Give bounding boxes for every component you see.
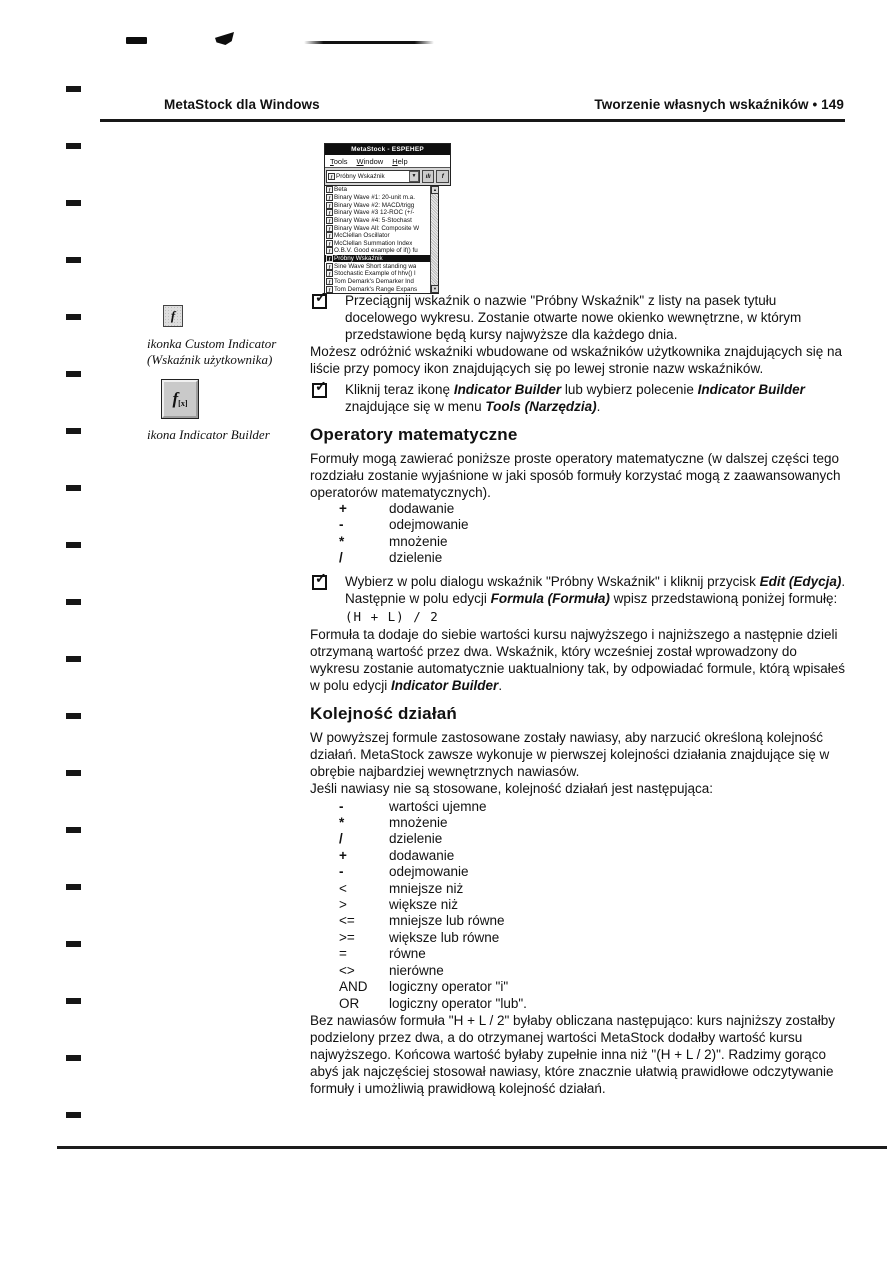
- body-paragraph: Formuły mogą zawierać poniższe proste operatory matematyczne (w dalszej części tego rozdziału zostanie wyjaśnione w jaki sposób formuły korzystać mogą z zaawansowanych operatorów matematycznych).: [310, 451, 841, 500]
- operator-row: AND logiczny operator "i": [339, 979, 509, 995]
- operator-row: / dzielenie: [339, 550, 443, 566]
- page-header: [164, 97, 844, 112]
- function-icon: f: [326, 286, 333, 293]
- list-item: f McClellan Oscillator: [325, 232, 438, 240]
- function-icon: f: [328, 173, 335, 180]
- function-icon: f: [326, 186, 333, 193]
- list-item: f Stochastic Example of hhv() l: [325, 270, 438, 278]
- operator-row: <= mniejsze lub równe: [339, 913, 505, 929]
- scan-mark: [215, 32, 234, 45]
- header-right: Tworzenie własnych wskaźników • 149: [594, 97, 844, 112]
- list-item: f Sine Wave Short standing wa: [325, 262, 438, 270]
- list-item: f Binary Wave #2: MACD/trigg: [325, 201, 438, 209]
- binding-marks: [66, 86, 81, 1120]
- step-item: [310, 569, 846, 607]
- custom-indicator-caption: ikonka Custom Indicator (Wskaźnik użytkownika): [147, 336, 277, 367]
- top-rule: [304, 41, 434, 44]
- operator-row: - odejmowanie: [339, 517, 469, 533]
- operator-row: * mnożenie: [339, 815, 448, 831]
- operator-list-precedence: [310, 799, 846, 1012]
- operator-row: / dzielenie: [339, 831, 443, 847]
- function-icon: f: [326, 263, 333, 270]
- header-rule: [100, 119, 845, 122]
- header-left: MetaStock dla Windows: [164, 97, 320, 112]
- step-text: Wybierz w polu dialogu wskaźnik "Próbny Wskaźnik" i kliknij przycisk Edit (Edycja). Następnie w polu edycji Formula (Formuła) wpisz przedstawioną poniżej formułę:: [345, 573, 846, 606]
- scan-mark: [126, 37, 147, 44]
- footer-rule: [57, 1146, 887, 1149]
- formula-code: (H + L) / 2: [345, 608, 439, 624]
- function-icon: f: [326, 217, 333, 224]
- operator-row: < mniejsze niż: [339, 880, 464, 896]
- function-icon: f: [326, 209, 333, 216]
- checkbox-checked-icon: ✓: [312, 294, 327, 309]
- body-paragraph: W powyższej formule zastosowane zostały nawiasy, aby narzucić określoną kolejność działań. MetaStock zawsze wykonuje w pierwszej kolejności działania znajdujące się w obrębie najbardziej wewnętrznych nawiasów.: [310, 729, 830, 779]
- list-item: f Binary Wave #3 12-ROC (+/-: [325, 209, 438, 217]
- body-paragraph: Jeśli nawiasy nie są stosowane, kolejność działań jest następująca:: [310, 780, 713, 796]
- step-text: Kliknij teraz ikonę Indicator Builder lub wybierz polecenie Indicator Builder znajdujące się w menu Tools (Narzędzia).: [345, 382, 805, 414]
- operator-row: - odejmowanie: [339, 864, 469, 880]
- metastock-window: [324, 143, 451, 186]
- indicator-builder-icon: f: [436, 170, 449, 183]
- body-paragraph: Formuła ta dodaje do siebie wartości kursu najwyższego i najniższego a następnie dzieli otrzymaną wartość przez dwa. Wskaźnik, który wcześniej został wprowadzony do wykresu zostanie automatycznie uaktualniony tak, by odpowiadać formule, którą wpisałeś w polu edycji Indicator Builder.: [310, 626, 846, 693]
- toolbar-chart-icon: ılı: [422, 170, 435, 183]
- operator-row: * mnożenie: [339, 533, 448, 549]
- list-item: f Tom Demark's Range Expans: [325, 285, 438, 293]
- operator-row: OR logiczny operator "lub".: [339, 995, 527, 1011]
- checkbox-checked-icon: ✓: [312, 383, 327, 398]
- body-paragraph: Możesz odróżnić wskaźniki wbudowane od wskaźników użytkownika znajdujących się na liście przy pomocy ikon znajdujących się po lewej stronie nazw wskaźników.: [310, 344, 843, 376]
- function-icon: f: [326, 232, 333, 239]
- list-item: f Tom Demark's Demarker Ind: [325, 278, 438, 286]
- list-scrollbar: [430, 186, 438, 293]
- list-item: f McClellan Summation Index: [325, 239, 438, 247]
- list-item: f O.B.V. Good example of if() fu: [325, 247, 438, 255]
- operator-row: > większe niż: [339, 897, 459, 913]
- toolbar: [325, 168, 450, 185]
- indicator-builder-caption: ikona Indicator Builder: [147, 427, 270, 442]
- operator-list-basic: [310, 501, 846, 567]
- step-item: [310, 378, 846, 415]
- checkbox-checked-icon: ✓: [312, 575, 327, 590]
- section-heading: Kolejność działań: [310, 703, 457, 723]
- scroll-down-icon: ▼: [431, 285, 439, 293]
- custom-indicator-icon: f: [163, 305, 183, 327]
- list-item-selected: f Próbny Wskaźnik: [325, 255, 438, 263]
- scroll-up-icon: ▲: [431, 186, 439, 194]
- function-icon: f: [326, 247, 333, 254]
- dropdown-arrow-icon: ▼: [409, 171, 419, 182]
- function-icon: f: [326, 270, 333, 277]
- list-item: f Binary Wave All: Composite W: [325, 224, 438, 232]
- indicator-quicklist-combobox: [326, 170, 420, 183]
- function-icon: f: [326, 194, 333, 201]
- operator-row: + dodawanie: [339, 501, 455, 516]
- menu-window: Window: [356, 156, 384, 166]
- menu-tools: Tools: [330, 156, 348, 166]
- operator-row: - wartości ujemne: [339, 798, 487, 814]
- indicator-builder-icon: f [x]: [162, 380, 198, 418]
- list-item: f Binary Wave #4: 5-Stochast: [325, 217, 438, 225]
- function-icon: f: [326, 240, 333, 247]
- operator-row: + dodawanie: [339, 847, 455, 863]
- function-icon: f: [326, 278, 333, 285]
- function-icon: f: [326, 202, 333, 209]
- list-item: f Beta: [325, 186, 438, 194]
- window-titlebar: MetaStock - ESPEHEP: [325, 144, 450, 155]
- operator-row: >= większe lub równe: [339, 929, 500, 945]
- operator-row: <> nierówne: [339, 962, 444, 978]
- step-text: Przeciągnij wskaźnik o nazwie "Próbny Wskaźnik" z listy na pasek tytułu docelowego wykresu. Zostanie otwarte nowe okienko wewnętrzne, w którym przedstawione będą kursy najwyższe dla każdego dnia.: [345, 293, 802, 342]
- operator-row: = równe: [339, 946, 426, 962]
- combobox-value: Próbny Wskaźnik: [336, 173, 385, 180]
- indicator-dropdown-list: [324, 186, 439, 294]
- function-icon: f: [326, 225, 333, 232]
- menu-bar: [325, 155, 450, 168]
- list-item: f Binary Wave #1: 20-unit m.a.: [325, 194, 438, 202]
- metastock-screenshot: [324, 143, 451, 294]
- menu-help: Help: [392, 156, 408, 166]
- function-icon: f: [326, 255, 333, 262]
- section-heading: Operatory matematyczne: [310, 425, 518, 444]
- body-paragraph: Bez nawiasów formuła "H + L / 2" byłaby obliczana następująco: kurs najniższy zostałby podzielony przez dwa, a do otrzymanej wartości MetaStock dodałby wartość kursu najwyższego. Końcowa wartość byłaby zupełnie inna niż "(H + L / 2)". Radzimy gorąco abyś jak najczęściej stosował nawiasy, które znacznie ułatwią prawidłowe odczytywanie formuły i umożliwią prawidłową kolejność działań.: [310, 1012, 835, 1096]
- margin-notes: [147, 305, 319, 443]
